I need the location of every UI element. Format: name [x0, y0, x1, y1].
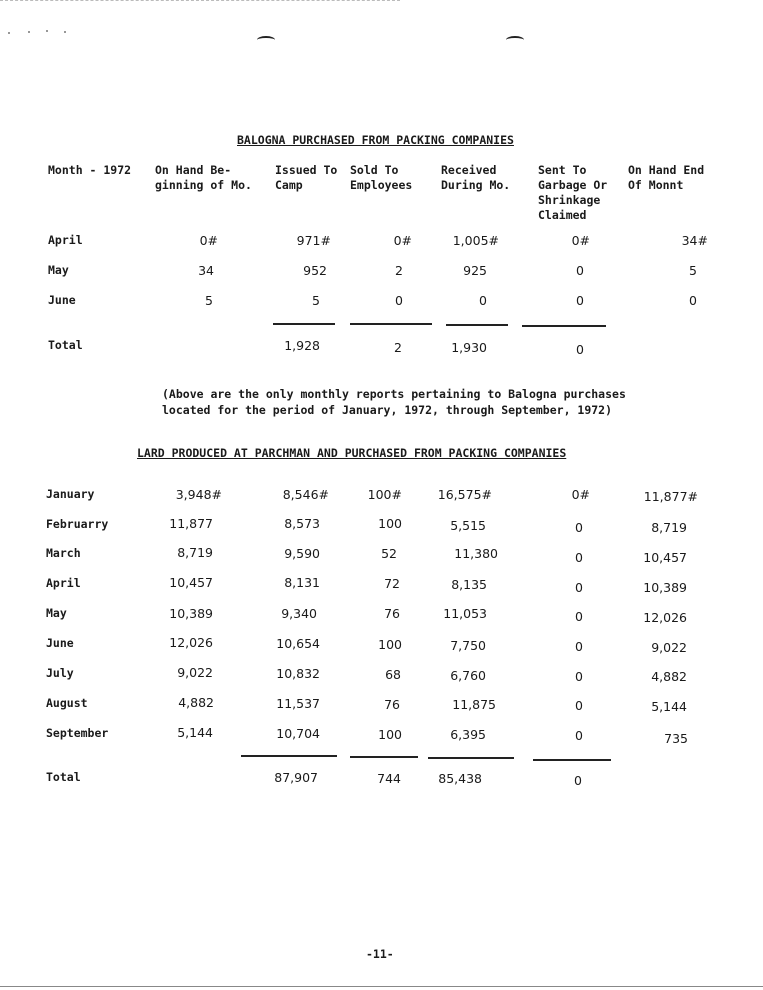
scan-speck: [8, 32, 10, 34]
table-cell: 2: [395, 263, 403, 278]
table-cell: 952: [303, 263, 327, 278]
table-cell: 0: [479, 293, 487, 308]
column-header-sent-to-garbage: Sent To Garbage Or Shrinkage Claimed: [538, 163, 608, 222]
total-rule: [273, 323, 335, 325]
table-cell: 0: [576, 263, 584, 278]
table-cell: 10,704: [276, 726, 320, 741]
table-cell: 971#: [296, 233, 331, 248]
table-cell: 11,877#: [643, 489, 698, 504]
total-rule: [533, 759, 611, 761]
table-cell: 52: [381, 546, 397, 561]
table-cell: 0: [576, 293, 584, 308]
table-cell: 100: [378, 637, 402, 652]
table-cell: 100: [378, 516, 402, 531]
total-rule: [428, 757, 514, 759]
table-cell: 0: [575, 669, 583, 684]
total-received: 1,930: [451, 340, 487, 355]
total-sent: 0: [576, 342, 584, 357]
table-cell: 5: [205, 293, 213, 308]
total-issued: 87,907: [274, 770, 318, 785]
top-dashed-edge: [0, 0, 400, 1]
table-cell: 12,026: [169, 635, 213, 650]
table-cell: 34: [198, 263, 214, 278]
table-cell: 76: [384, 697, 400, 712]
table-cell: 11,380: [454, 546, 498, 561]
table-cell: 10,654: [276, 636, 320, 651]
month-label: April: [48, 233, 83, 247]
bottom-edge: [0, 986, 763, 987]
table-cell: 100#: [367, 487, 402, 502]
table-cell: 9,022: [177, 665, 213, 680]
table-cell: 3,948#: [175, 487, 222, 502]
table-cell: 11,877: [169, 516, 213, 531]
table-cell: 11,875: [452, 697, 496, 712]
table-cell: 9,340: [281, 606, 317, 621]
table-cell: 9,590: [284, 546, 320, 561]
total-issued: 1,928: [284, 338, 320, 353]
table-cell: 925: [463, 263, 487, 278]
table-cell: 735: [664, 731, 688, 746]
total-received: 85,438: [438, 771, 482, 786]
table-cell: 10,457: [169, 575, 213, 590]
table-cell: 10,457: [643, 550, 687, 565]
table-cell: 0: [575, 550, 583, 565]
table-cell: 10,389: [169, 606, 213, 621]
table-cell: 100: [378, 727, 402, 742]
table-cell: 16,575#: [437, 487, 492, 502]
binding-mark: [257, 36, 275, 44]
table-cell: 0: [575, 639, 583, 654]
footnote: (Above are the only monthly reports pertaining to Balogna purchases located for the period of January, 1972, through September, 1972): [162, 387, 626, 417]
table-cell: 9,022: [651, 640, 687, 655]
table-cell: 0: [575, 609, 583, 624]
month-label: January: [46, 487, 95, 501]
binding-mark: [506, 36, 524, 44]
month-label: June: [46, 636, 74, 650]
month-label: May: [48, 263, 69, 277]
table-cell: 11,537: [276, 696, 320, 711]
month-label: April: [46, 576, 81, 590]
table-cell: 5: [312, 293, 320, 308]
total-sold: 744: [377, 771, 401, 786]
month-label: March: [46, 546, 81, 560]
column-header-sold-to-employees: Sold To Employees: [350, 163, 413, 192]
month-label: June: [48, 293, 76, 307]
month-label: July: [46, 666, 74, 680]
column-header-received-during-month: Received During Mo.: [441, 163, 511, 192]
table-cell: 0#: [571, 233, 590, 248]
table-cell: 0#: [199, 233, 218, 248]
table-cell: 5,144: [651, 699, 687, 714]
column-header-month: Month - 1972: [48, 163, 132, 177]
table-cell: 10,389: [643, 580, 687, 595]
month-label: September: [46, 726, 109, 740]
table-cell: 8,546#: [282, 487, 329, 502]
scan-speck: [64, 31, 66, 33]
table-cell: 5,515: [450, 518, 486, 533]
total-rule: [522, 325, 606, 327]
table-cell: 5,144: [177, 725, 213, 740]
table-cell: 8,719: [177, 545, 213, 560]
table-cell: 8,719: [651, 520, 687, 535]
table-cell: 6,395: [450, 727, 486, 742]
month-label: May: [46, 606, 67, 620]
table-cell: 8,131: [284, 575, 320, 590]
table-cell: 8,573: [284, 516, 320, 531]
total-sold: 2: [394, 340, 402, 355]
table-cell: 8,135: [451, 577, 487, 592]
table-cell: 4,882: [178, 695, 214, 710]
table-cell: 0#: [393, 233, 412, 248]
scan-speck: [46, 30, 48, 32]
table-cell: 5: [689, 263, 697, 278]
month-label: August: [46, 696, 88, 710]
table-cell: 0#: [571, 487, 590, 502]
month-label: Februarry: [46, 517, 109, 531]
table-cell: 0: [575, 520, 583, 535]
total-label: Total: [46, 770, 81, 784]
table-cell: 7,750: [450, 638, 486, 653]
table-cell: 0: [575, 698, 583, 713]
page-number: -11-: [366, 947, 394, 961]
table-cell: 0: [575, 728, 583, 743]
table-cell: 1,005#: [452, 233, 499, 248]
column-header-on-hand-end: On Hand End Of Monnt: [628, 163, 705, 192]
table-cell: 0: [575, 580, 583, 595]
scan-speck: [28, 31, 30, 33]
column-header-issued-to-camp: Issued To Camp: [275, 163, 338, 192]
total-sent: 0: [574, 773, 582, 788]
balogna-section-title: BALOGNA PURCHASED FROM PACKING COMPANIES: [237, 133, 514, 147]
table-cell: 4,882: [651, 669, 687, 684]
table-cell: 72: [384, 576, 400, 591]
table-cell: 6,760: [450, 668, 486, 683]
table-cell: 0: [395, 293, 403, 308]
table-cell: 12,026: [643, 610, 687, 625]
table-cell: 11,053: [443, 606, 487, 621]
total-rule: [446, 324, 508, 326]
lard-section-title: LARD PRODUCED AT PARCHMAN AND PURCHASED FROM PACKING COMPANIES: [137, 446, 567, 460]
total-label: Total: [48, 338, 83, 352]
column-header-on-hand-beginning: On Hand Be- ginning of Mo.: [155, 163, 252, 192]
table-cell: 10,832: [276, 666, 320, 681]
table-cell: 0: [689, 293, 697, 308]
table-cell: 34#: [681, 233, 708, 248]
total-rule: [241, 755, 337, 757]
table-cell: 68: [385, 667, 401, 682]
total-rule: [350, 323, 432, 325]
table-cell: 76: [384, 606, 400, 621]
total-rule: [350, 756, 418, 758]
